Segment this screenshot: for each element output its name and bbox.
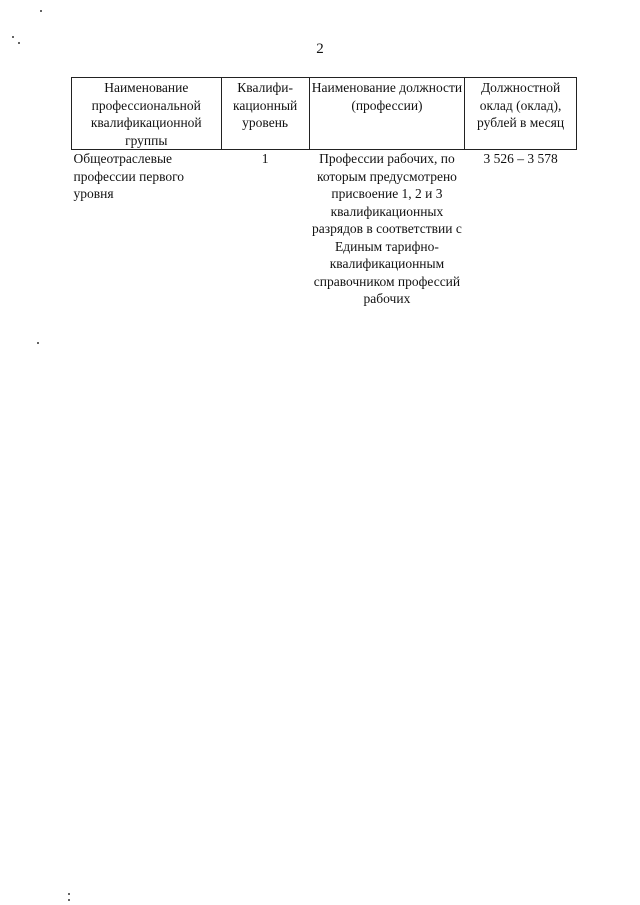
header-group-name: Наименование профессиональной квалификационной группы bbox=[72, 78, 222, 150]
header-qualification-level: Квалифи-кационный уровень bbox=[221, 78, 309, 150]
scan-speck bbox=[12, 36, 14, 38]
scan-speck bbox=[37, 342, 39, 344]
scan-speck bbox=[68, 899, 70, 901]
cell-salary: 3 526 – 3 578 bbox=[483, 151, 558, 166]
table-header-row bbox=[72, 78, 577, 150]
cell-group-name: Общеотраслевые профессии первого уровня bbox=[73, 151, 185, 201]
scan-speck bbox=[68, 893, 70, 895]
header-position-name: Наименование должности (профессии) bbox=[309, 78, 464, 150]
cell-qualification-level: 1 bbox=[261, 151, 269, 166]
salary-table bbox=[71, 77, 577, 308]
scan-speck bbox=[18, 42, 20, 44]
table-row bbox=[72, 150, 577, 308]
page-number: 2 bbox=[316, 41, 324, 57]
header-salary: Должностной оклад (оклад), рублей в месяц bbox=[465, 78, 577, 150]
cell-position-name: Профессии рабочих, по которым предусмотрено присвоение 1, 2 и 3 квалификационных разрядов в соответствии с Единым тарифно-квалификационным справочником профессий рабочих bbox=[312, 151, 462, 306]
scan-speck bbox=[40, 10, 42, 12]
